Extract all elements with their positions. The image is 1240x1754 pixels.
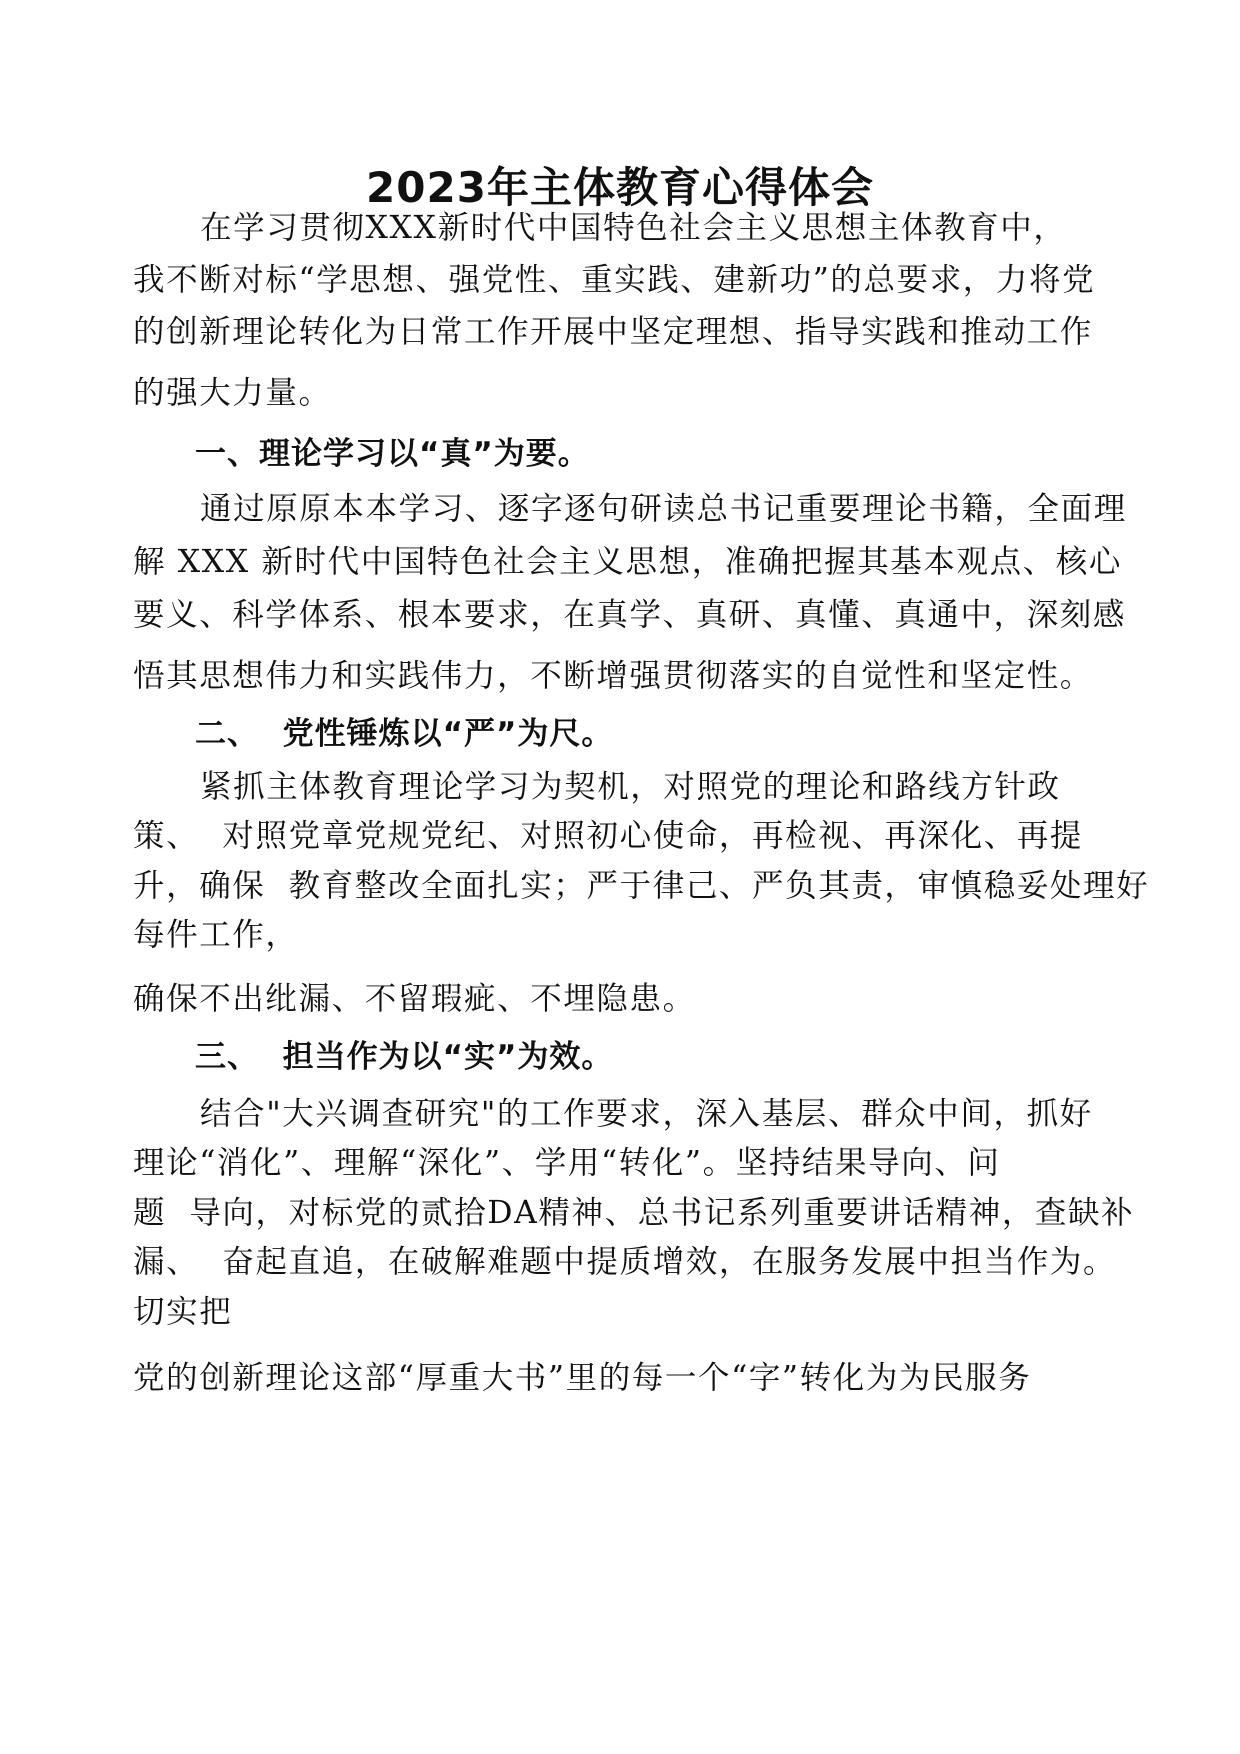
section3-line-3: 题 导向，对标党的贰拾DA精神、总书记系列重要讲话精神，查缺补 bbox=[133, 1195, 1135, 1231]
intro-line-3: 的创新理论转化为日常工作开展中坚定理想、指导实践和推动工作 bbox=[133, 314, 1093, 350]
intro-line-2: 我不断对标“学思想、强党性、重实践、建新功”的总要求，力将党 bbox=[133, 262, 1096, 298]
intro-line-4: 的强大力量。 bbox=[133, 375, 332, 411]
section1-line-3: 要义、科学体系、根本要求，在真学、真研、真懂、真通中，深刻感 bbox=[133, 597, 1127, 633]
section1-line-1: 通过原原本本学习、逐字逐句研读总书记重要理论书籍，全面理 bbox=[200, 491, 1127, 527]
section3-line-2: 理论“消化”、理解“深化”、学用“转化”。坚持结果导向、问 bbox=[133, 1145, 1001, 1181]
intro-line-1: 在学习贯彻XXX新时代中国特色社会主义思想主体教育中， bbox=[200, 210, 1067, 246]
section-heading-2: 二、 党性锤炼以“严”为尺。 bbox=[195, 716, 614, 752]
section2-line-4: 每件工作， bbox=[133, 917, 299, 953]
section2-line-3: 升，确保 教育整改全面扎实；严于律己、严负其责，审慎稳妥处理好 bbox=[133, 868, 1150, 904]
section-heading-1: 一、理论学习以“真”为要。 bbox=[195, 436, 590, 472]
section3-line-4: 漏、 奋起直追，在破解难题中提质增效，在服务发展中担当作为。 bbox=[133, 1244, 1117, 1280]
section2-line-5: 确保不出纰漏、不留瑕疵、不埋隐患。 bbox=[133, 981, 696, 1017]
page-title: 2023年主体教育心得体会 bbox=[366, 163, 874, 212]
section-heading-3: 三、 担当作为以“实”为效。 bbox=[195, 1039, 614, 1075]
section3-line-1: 结合"大兴调查研究"的工作要求，深入基层、群众中间，抓好 bbox=[200, 1096, 1093, 1132]
section1-line-2: 解 XXX 新时代中国特色社会主义思想，准确把握其基本观点、核心 bbox=[133, 544, 1123, 580]
section2-line-2: 策、 对照党章党规党纪、对照初心使命，再检视、再深化、再提 bbox=[133, 818, 1084, 854]
section1-line-4: 悟其思想伟力和实践伟力，不断增强贯彻落实的自觉性和坚定性。 bbox=[133, 658, 1093, 694]
section3-line-6: 党的创新理论这部“厚重大书”里的每一个“字”转化为为民服务 bbox=[133, 1360, 1032, 1396]
section2-line-1: 紧抓主体教育理论学习为契机，对照党的理论和路线方针政 bbox=[200, 769, 1061, 805]
section3-line-5: 切实把 bbox=[133, 1294, 233, 1330]
